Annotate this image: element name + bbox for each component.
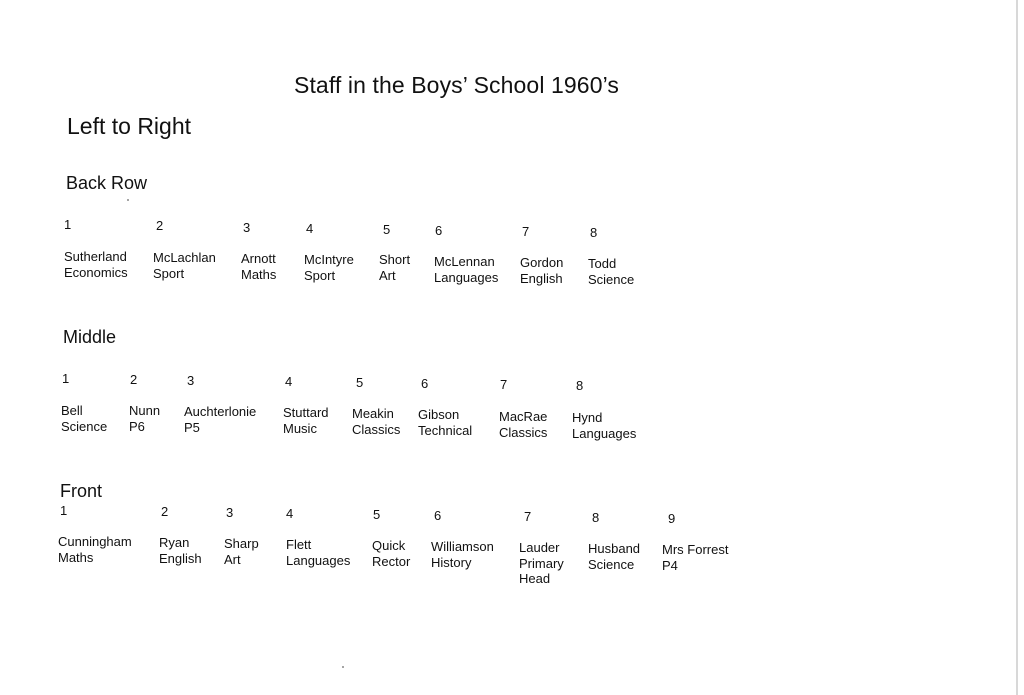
staff-name: Bell [61,403,83,418]
staff-role: Sport [304,267,336,283]
staff-entry [153,250,216,281]
staff-role: P4 [662,557,678,573]
staff-name: Ryan [159,535,190,550]
page-title: Staff in the Boys’ School 1960’s [294,72,619,98]
staff-entry [372,538,410,569]
staff-entry [572,410,636,441]
position-number: 8 [590,225,598,240]
staff-entry [58,534,132,565]
staff-name: Meakin [352,406,394,421]
staff-entry [588,256,634,287]
back-row-heading: Back Row [66,173,148,193]
staff-entry [129,403,160,434]
position-number: 9 [668,511,676,526]
middle-row-heading: Middle [63,327,117,347]
position-number: 6 [435,223,443,238]
staff-name: Todd [588,256,617,271]
staff-role: Art [224,551,241,567]
staff-entry [418,407,472,438]
position-number: 4 [306,221,314,236]
staff-name: Arnott [241,251,276,266]
position-number: 6 [421,376,429,391]
staff-name: Auchterlonie [184,404,257,419]
staff-entry [64,249,128,280]
staff-name: McIntyre [304,252,354,267]
position-number: 2 [130,372,138,387]
staff-name: Flett [286,537,312,552]
staff-entry [283,405,329,436]
staff-name: Short [379,252,411,267]
staff-name: Stuttard [283,405,329,420]
staff-name: Mrs Forrest [662,542,729,557]
staff-role: Economics [64,264,128,280]
staff-name: MacRae [499,409,548,424]
staff-entry [379,252,410,283]
staff-role: Maths [241,266,277,282]
staff-entry [286,537,350,568]
page-subtitle: Left to Right [67,113,192,139]
staff-entry [662,542,728,573]
staff-name: Gordon [520,255,564,270]
staff-role: P6 [129,418,145,434]
staff-role: P5 [184,419,200,435]
staff-role: Classics [352,421,401,437]
position-number: 2 [156,218,164,233]
staff-entry [519,540,564,587]
page-edge [1016,0,1018,695]
position-number: 3 [243,220,251,235]
staff-entry [352,406,400,437]
staff-role: Head [519,571,551,586]
staff-role: Languages [434,269,499,285]
staff-entry [520,255,563,286]
scan-speck [342,666,344,668]
position-number: 4 [285,374,293,389]
staff-role: Primary [519,555,564,571]
staff-name: Hynd [572,410,603,425]
position-number: 2 [161,504,169,519]
staff-role: Science [588,271,635,287]
staff-name: Williamson [431,539,494,554]
position-number: 7 [500,377,508,392]
scan-speck [127,199,129,201]
position-number: 5 [356,375,364,390]
staff-role: Languages [572,425,637,441]
position-number: 7 [522,224,530,239]
staff-name: Lauder [519,540,560,555]
staff-role: Music [283,420,317,436]
staff-role: English [520,270,563,286]
staff-name: Sharp [224,536,259,551]
staff-entry [184,404,256,435]
position-number: 4 [286,506,294,521]
position-number: 1 [62,371,70,386]
staff-role: Rector [372,553,411,569]
staff-entry [159,535,202,566]
staff-name: Sutherland [64,249,127,264]
staff-name: Husband [588,541,641,556]
staff-entry [588,541,640,572]
staff-name: Quick [372,538,406,553]
staff-role: Classics [499,424,548,440]
staff-role: Science [588,556,635,572]
staff-entry [224,536,259,567]
staff-role: Art [379,267,396,283]
staff-role: Sport [153,265,185,281]
position-number: 3 [187,373,195,388]
staff-entry [499,409,547,440]
staff-entry [241,251,276,282]
staff-name: McLennan [434,254,495,269]
position-number: 1 [64,217,72,232]
position-number: 6 [434,508,442,523]
position-number: 1 [60,503,68,518]
staff-entry [431,539,494,570]
staff-role: Maths [58,549,94,565]
staff-entry [434,254,498,285]
staff-name: Gibson [418,407,460,422]
staff-name: Nunn [129,403,161,418]
staff-role: History [431,554,472,570]
staff-name: McLachlan [153,250,216,265]
staff-role: Technical [418,422,473,438]
staff-role: Languages [286,552,351,568]
position-number: 7 [524,509,532,524]
position-number: 5 [373,507,381,522]
staff-role: English [159,550,202,566]
staff-name: Cunningham [58,534,132,549]
position-number: 3 [226,505,234,520]
staff-role: Science [61,418,108,434]
front-row-heading: Front [60,481,103,501]
staff-entry [304,252,354,283]
position-number: 8 [592,510,600,525]
position-number: 5 [383,222,391,237]
staff-entry [61,403,107,434]
position-number: 8 [576,378,584,393]
